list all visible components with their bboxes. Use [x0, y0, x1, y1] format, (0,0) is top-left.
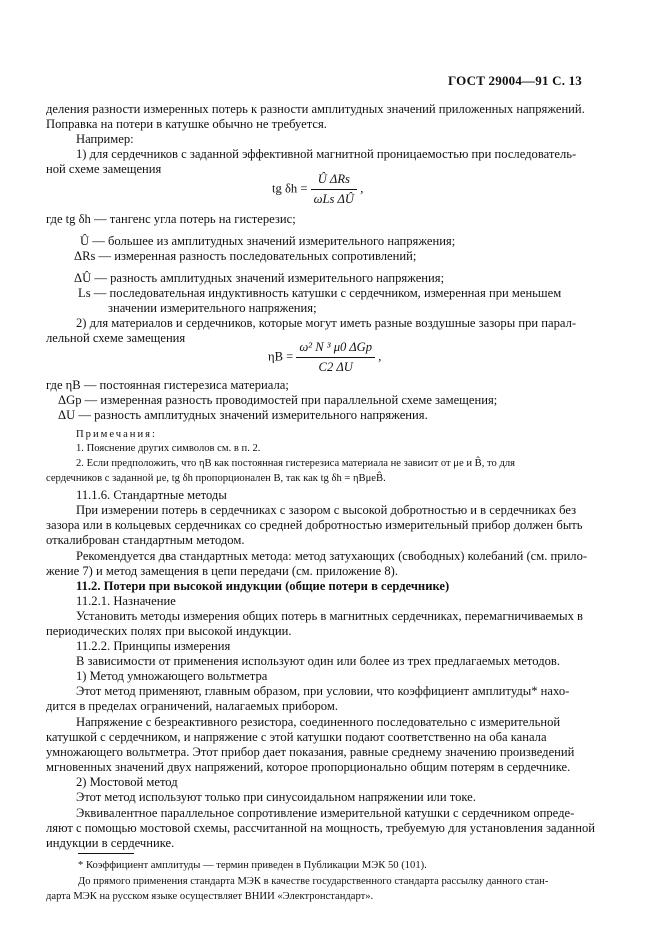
- footnote-divider: [78, 853, 134, 854]
- text-line: ΔU — разность амплитудных значений измерительного напряжения.: [58, 408, 428, 422]
- formula-lhs: ηB =: [268, 349, 294, 364]
- formula-tg-delta: [272, 172, 363, 207]
- formula-denominator: C2 ΔU: [318, 360, 353, 374]
- section-heading: 11.2.1. Назначение: [76, 594, 176, 608]
- text-line: Поправка на потери в катушке обычно не требуется.: [46, 117, 327, 131]
- page-header: ГОСТ 29004—91 С. 13: [448, 73, 582, 88]
- text-line: Напряжение с безреактивного резистора, соединенного последовательно с измерительной: [76, 715, 561, 729]
- text-line: мгновенных значений двух напряжений, которое пропорционально общим потерям в сердечнике.: [46, 760, 571, 774]
- text-line: ΔÛ — разность амплитудных значений измерительного напряжения;: [74, 271, 445, 285]
- text-line: Эквивалентное параллельное сопротивление измерительной катушки с сердечником опреде-: [76, 806, 575, 820]
- text-line: Ls — последовательная индуктивность катушки с сердечником, измеренная при меньшем: [78, 286, 562, 300]
- text-line: жение 7) и метод замещения в цепи передачи (см. приложение 8).: [46, 564, 398, 578]
- text-line: Рекомендуется два стандартных метода: метод затухающих (свободных) колебаний (см. прило-: [76, 549, 588, 563]
- footnote-line: До прямого применения стандарта МЭК в качестве государственного стандарта рассылку данного стан-: [78, 876, 549, 887]
- text-line: индукции в сердечнике.: [46, 836, 175, 850]
- formula-fraction: [296, 340, 375, 375]
- text-line: 2) для материалов и сердечников, которые могут иметь разные воздушные зазоры при парал-: [76, 316, 577, 330]
- formula-denominator: ωLs ΔÛ: [313, 192, 355, 206]
- text-line: 1) для сердечников с заданной эффективной магнитной проницаемостью при последователь-: [76, 147, 577, 161]
- text-line: 2) Мостовой метод: [76, 775, 178, 789]
- footnote-line: дарта МЭК на русском языке осуществляет ВНИИ «Электронстандарт».: [46, 891, 374, 902]
- section-heading: 11.2. Потери при высокой индукции (общие потери в сердечнике): [76, 579, 450, 593]
- section-heading: 11.2.2. Принципы измерения: [76, 639, 231, 653]
- section-heading: 11.1.6. Стандартные методы: [76, 488, 227, 502]
- text-line: Û — большее из амплитудных значений измерительного напряжения;: [80, 234, 456, 248]
- formula-eta: [268, 340, 381, 375]
- text-line: ной схеме замещения: [46, 162, 162, 176]
- formula-numerator: Û ΔRs: [311, 172, 357, 190]
- text-line: дится в пределах ограничений, налагаемых прибором.: [46, 699, 338, 713]
- formula-fraction: [311, 172, 357, 207]
- text-line: Установить методы измерения общих потерь в магнитных сердечниках, перемагничиваемых в: [76, 609, 583, 623]
- text-line: где tg δh — тангенс угла потерь на гистерезис;: [46, 212, 296, 226]
- text-line: зазора или в кольцевых сердечниках со средней добротностью измерительный прибор должен быть: [46, 518, 583, 532]
- notes-heading: Примечания:: [76, 429, 157, 440]
- text-line: значении измерительного напряжения;: [108, 301, 317, 315]
- text-line: В зависимости от применения используют один или более из трех предлагаемых методов.: [76, 654, 560, 668]
- text-line: откалиброван стандартным методом.: [46, 533, 245, 547]
- formula-lhs: tg δh =: [272, 181, 308, 196]
- formula-numerator: ω² N ³ μ0 ΔGp: [296, 340, 375, 358]
- text-line: лельной схеме замещения: [46, 331, 186, 345]
- text-line: Этот метод применяют, главным образом, при условии, что коэффициент амплитуды* нахо-: [76, 684, 570, 698]
- text-line: умножающего вольтметра. Этот прибор дает показания, равные среднему значению произведений: [46, 745, 575, 759]
- text-line: 1) Метод умножающего вольтметра: [76, 669, 268, 683]
- text-line: ΔGp — измеренная разность проводимостей при параллельной схеме замещения;: [58, 393, 498, 407]
- note-line: 2. Если предположить, что ηB как постоянная гистерезиса материала не зависит от μe и B̂, то для: [76, 458, 515, 469]
- formula-tail: ,: [378, 349, 382, 364]
- formula-tail: ,: [360, 181, 364, 196]
- footnote-line: * Коэффициент амплитуды — термин приведен в Публикации МЭК 50 (101).: [78, 860, 427, 871]
- text-line: При измерении потерь в сердечниках с зазором с высокой добротностью и в сердечниках без: [76, 503, 577, 517]
- text-line: катушкой с сердечником, и напряжение с этой катушки подают соответственно на оба канала: [46, 730, 547, 744]
- text-line: ляют с помощью мостовой схемы, рассчитанной на мощность, требуемую для установления заданной: [46, 821, 596, 835]
- text-line: Этот метод используют только при синусоидальном напряжении или токе.: [76, 790, 476, 804]
- text-line: где ηB — постоянная гистерезиса материала;: [46, 378, 289, 392]
- text-line: ΔRs — измеренная разность последовательных сопротивлений;: [74, 249, 417, 263]
- text-line: Например:: [76, 132, 134, 146]
- text-line: периодических полях при высокой индукции.: [46, 624, 292, 638]
- text-line: деления разности измеренных потерь к разности амплитудных значений приложенных напряжений.: [46, 102, 585, 116]
- note-line: 1. Пояснение других символов см. в п. 2.: [76, 443, 261, 454]
- note-line: сердечников с заданной μe, tg δh пропорционален B, так как tg δh = ηBμeB̂.: [46, 473, 386, 484]
